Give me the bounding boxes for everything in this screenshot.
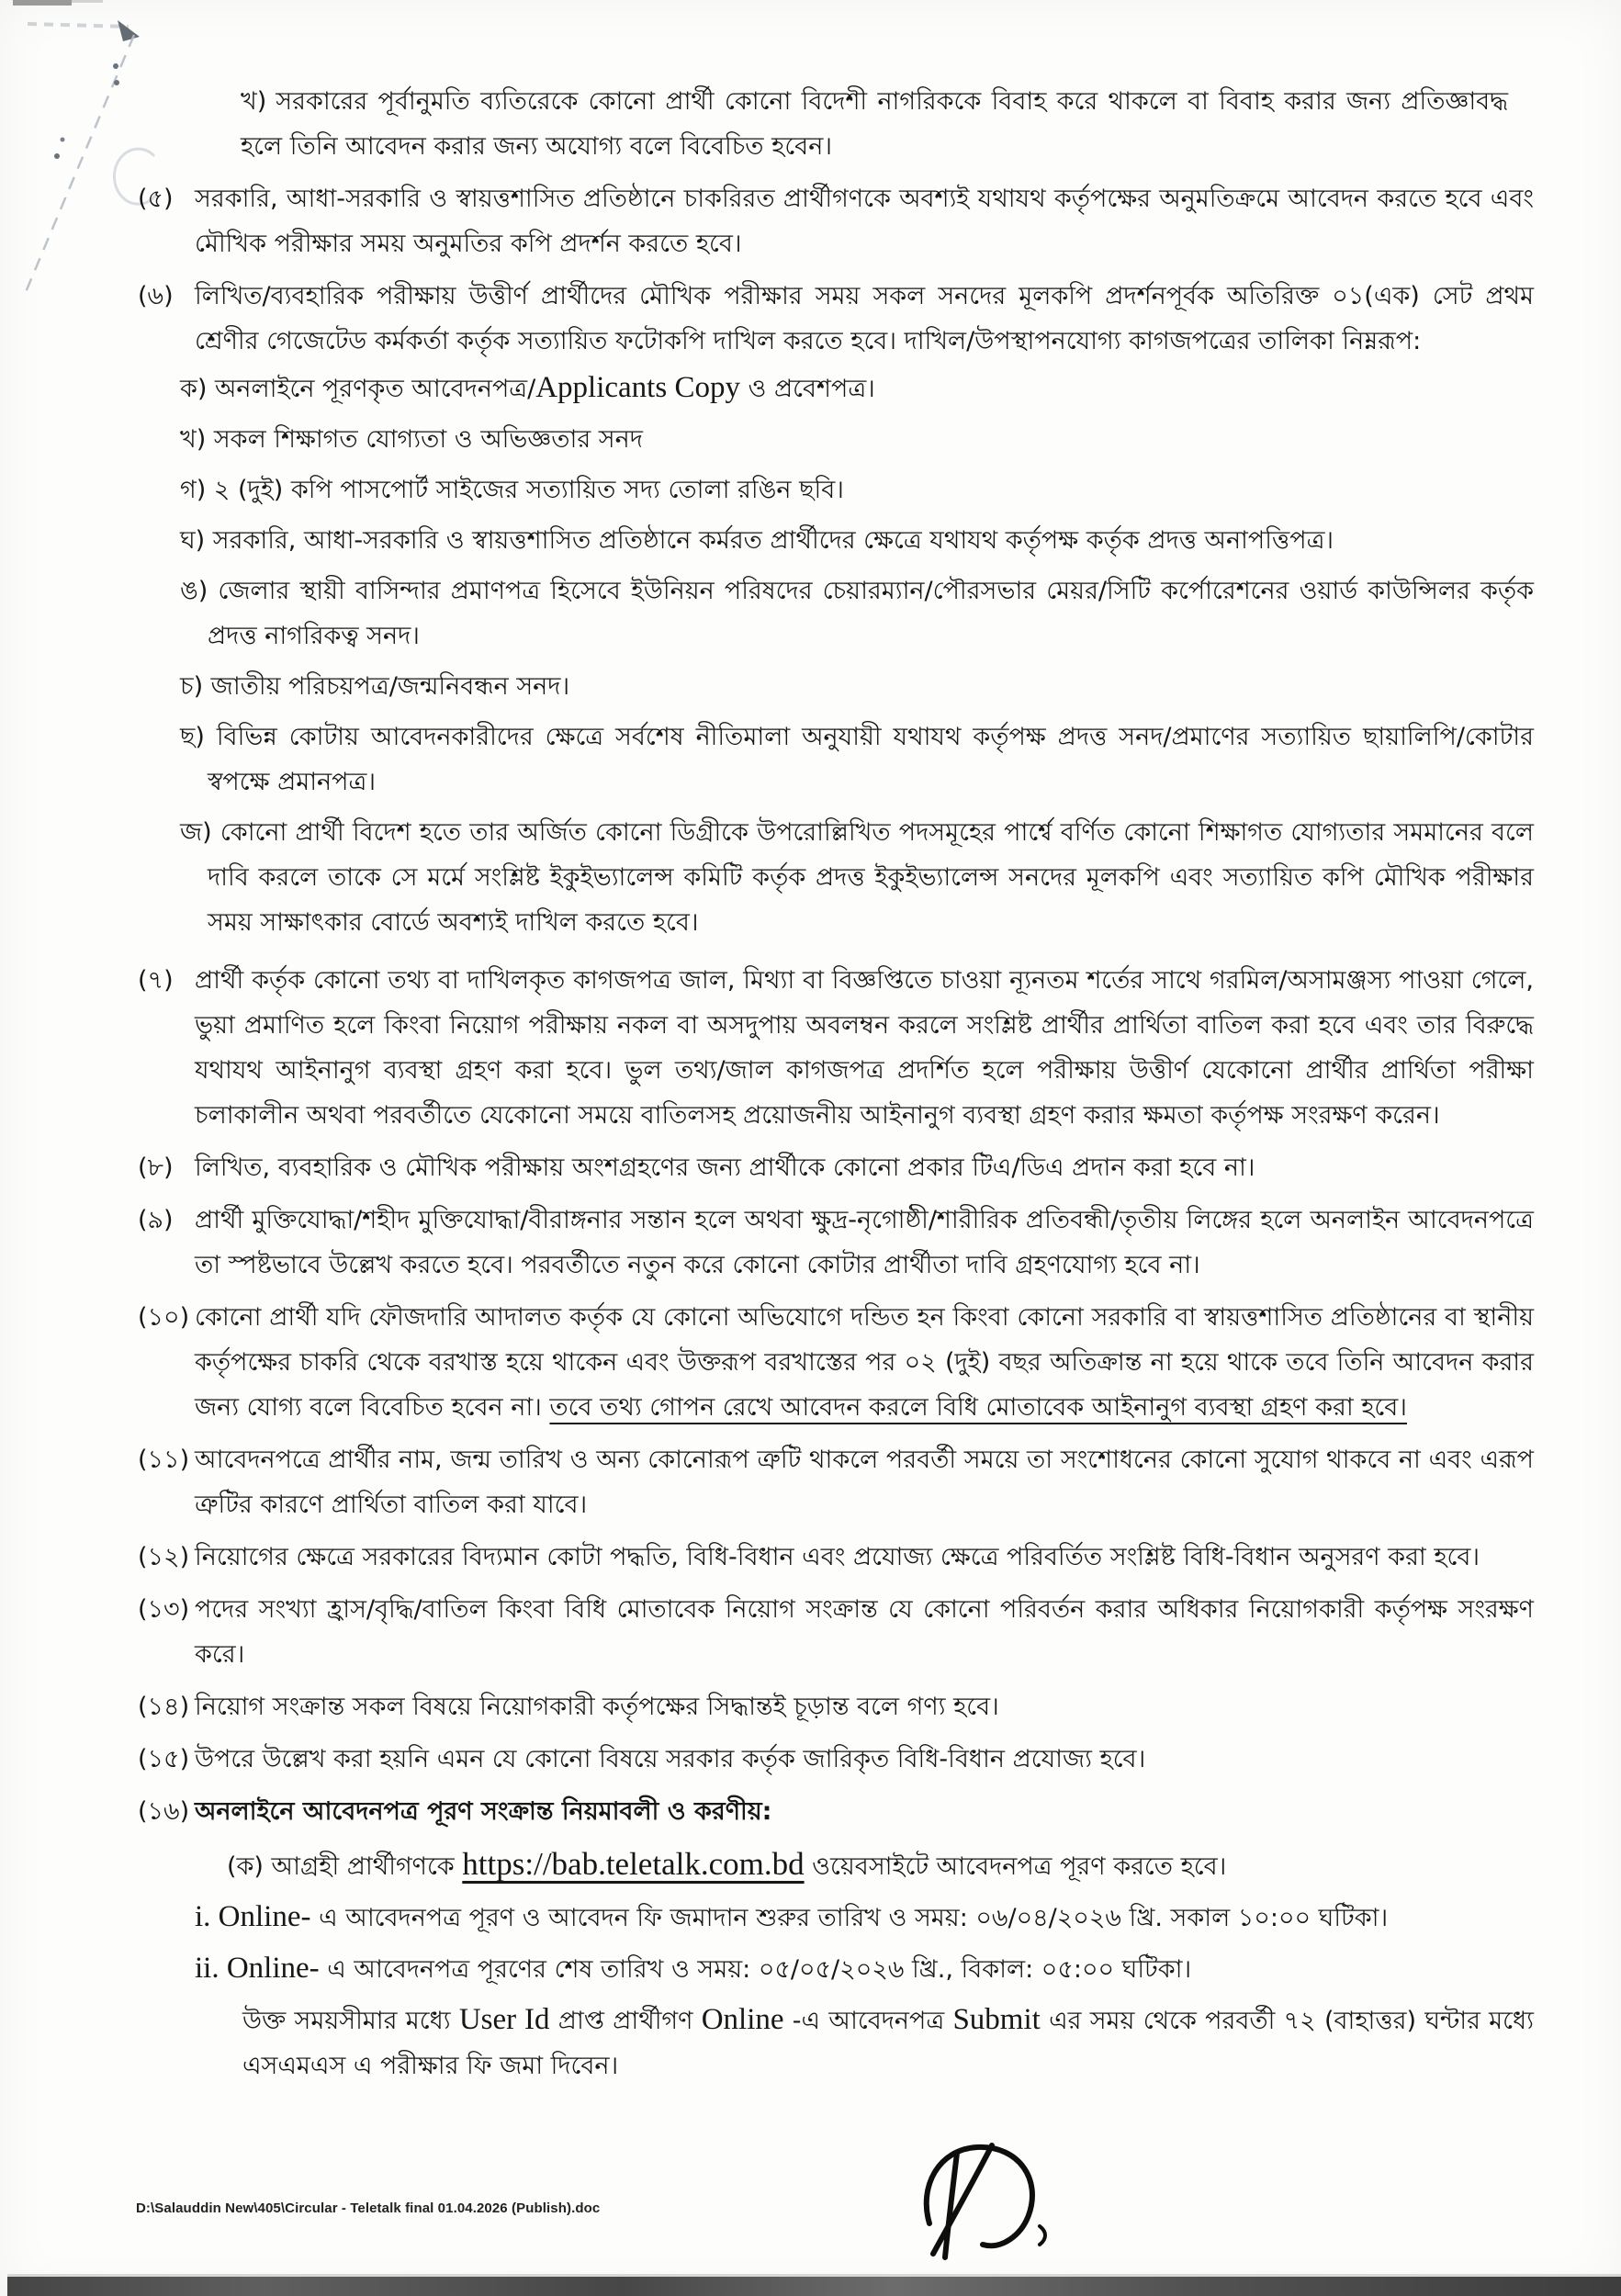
clause-5-row <box>138 176 1534 266</box>
required-documents-list <box>180 366 1534 945</box>
roman-numeral: i. <box>195 1900 219 1933</box>
list-item-uma: ঙ) জেলার স্থায়ী বাসিন্দার প্রমাণপত্র হিসেবে ইউনিয়ন পরিষদের চেয়ারম্যান/পৌরসভার মেয়র/সিটি কর্পোরেশনের ওয়ার্ড কাউন্সিলর কর্তৃক প্রদত্ত নাগরিকত্ব সনদ। <box>180 577 1534 650</box>
application-website-url: https://bab.teletalk.com.bd <box>462 1846 805 1882</box>
english-term: Online- <box>218 1900 311 1933</box>
underlined-warning: তবে তথ্য গোপন রেখে আবেদন করলে বিধি মোতাবেক আইনানুগ ব্যবস্থা গ্রহণ করা হবে। <box>549 1393 1407 1422</box>
clause-number: (১২) <box>138 1543 190 1571</box>
clause-12-row <box>138 1535 1534 1580</box>
clause-text: সরকারি, আধা-সরকারি ও স্বায়ত্তশাসিত প্রতিষ্ঠানে চাকরিরত প্রার্থীগণকে অবশ্যই যথাযথ কর্তৃপক্ষের অনুমতিক্রমে আবেদন করতে হবে এবং মৌখিক পরীক্ষার সময় অনুমতির কপি প্রদর্শন করতে হবে। <box>195 185 1534 258</box>
clause-6-row <box>138 274 1534 951</box>
clause-text: প্রার্থী মুক্তিযোদ্ধা/শহীদ মুক্তিযোদ্ধা/বীরাঙ্গনার সন্তান হলে অথবা ক্ষুদ্র-নৃগোষ্ঠী/শারীরিক প্রতিবন্ধী/তৃতীয় লিঙ্গের হলে অনলাইন আবেদনপত্রে তা স্পষ্টভাবে উল্লেখ করতে হবে। পরবর্তীতে নতুন করে কোনো কোটার প্রার্থীতা দাবি গ্রহণযোগ্য হবে না। <box>195 1206 1534 1279</box>
roman-numeral: ii. <box>195 1952 227 1985</box>
clause-number: (১৩) <box>138 1595 190 1624</box>
clause-4-sub-kha <box>241 79 1508 169</box>
clause-number: (১৪) <box>138 1693 190 1721</box>
clause-7-row <box>138 958 1534 1138</box>
english-term: Online- <box>226 1952 320 1985</box>
english-term: User Id <box>458 2003 550 2036</box>
online-rule-i: i. Online- এ আবেদনপত্র পূরণ ও আবেদন ফি জমাদান শুরুর তারিখ ও সময়: ০৬/০৪/২০২৬ খ্রি. সকাল ১০:০০ ঘটিকা। <box>195 1900 1389 1933</box>
clause-13-row <box>138 1587 1534 1677</box>
clause-text <box>180 274 1534 951</box>
english-term: Applicants Copy <box>535 371 740 404</box>
clause-number: (১০) <box>138 1303 190 1332</box>
clause-text: প্রার্থী কর্তৃক কোনো তথ্য বা দাখিলকৃত কাগজপত্র জাল, মিথ্যা বা বিজ্ঞপ্তিতে চাওয়া ন্যূনতম শর্তের সাথে গরমিল/অসামঞ্জস্য পাওয়া গেলে, ভুয়া প্রমাণিত হলে কিংবা নিয়োগ পরীক্ষায় নকল বা অসদুপায় অবলম্বন করলে সংশ্লিষ্ট প্রার্থীর প্রার্থিতা বাতিল করা হবে এবং তার বিরুদ্ধে যথাযথ আইনানুগ ব্যবস্থা গ্রহণ করা হবে। ভুল তথ্য/জাল কাগজপত্র প্রদর্শিত হলে পরীক্ষায় উত্তীর্ণ যেকোনো প্রার্থীর প্রার্থিতা পরীক্ষা চলাকালীন অথবা পরবর্তীতে যেকোনো সময়ে বাতিলসহ প্রয়োজনীয় আইনানুগ ব্যবস্থা গ্রহণ করার ক্ষমতা কর্তৃপক্ষ সংরক্ষণ করেন। <box>195 966 1534 1130</box>
list-item-ga: গ) ২ (দুই) কপি পাসপোর্ট সাইজের সত্যায়িত সদ্য তোলা রঙিন ছবি। <box>180 476 844 504</box>
list-item-ka: ক) অনলাইনে পূরণকৃত আবেদনপত্র/Applicants Copy ও প্রবেশপত্র। <box>180 371 875 404</box>
clause-number: (৮) <box>138 1154 174 1182</box>
clause-11-row <box>138 1437 1534 1527</box>
clause-text: কোনো প্রার্থী যদি ফৌজদারি আদালত কর্তৃক যে কোনো অভিযোগে দন্ডিত হন কিংবা কোনো সরকারি বা স্বায়ত্তশাসিত প্রতিষ্ঠানের বা স্থানীয় কর্তৃপক্ষের চাকরি থেকে বরখাস্ত হয়ে থাকেন এবং উক্তরূপ বরখাস্তের পর ০২ (দুই) বছর অতিক্রান্ত না হয়ে থাকে তবে তিনি আবেদন করার জন্য যোগ্য বলে বিবেচিত হবেন না। তবে তথ্য গোপন রেখে আবেদন করলে বিধি মোতাবেক আইনানুগ ব্যবস্থা গ্রহণ করা হবে। <box>195 1303 1534 1422</box>
clause-9-row <box>138 1198 1534 1288</box>
list-item-kha: খ) সকল শিক্ষাগত যোগ্যতা ও অভিজ্ঞতার সনদ <box>180 425 643 454</box>
document-body <box>138 79 1534 2088</box>
clause-text: উপরে উল্লেখ করা হয়নি এমন যে কোনো বিষয়ে সরকার কর্তৃক জারিকৃত বিধি-বিধান প্রযোজ্য হবে। <box>195 1745 1146 1773</box>
clause-number: (৬) <box>138 282 174 310</box>
clause-14-row <box>138 1684 1534 1729</box>
clause-6-lead: লিখিত/ব্যবহারিক পরীক্ষায় উত্তীর্ণ প্রার্থীদের মৌখিক পরীক্ষার সময় সকল সনদের মূলকপি প্রদর্শনপূর্বক অতিরিক্ত ০১(এক) সেট প্রথম শ্রেণীর গেজেটেড কর্মকর্তা কর্তৃক সত্যায়িত ফটোকপি দাখিল করতে হবে। দাখিল/উপস্থাপনযোগ্য কাগজপত্রের তালিকা নিম্নরূপ: <box>195 282 1534 355</box>
english-term: Online <box>701 2003 784 2036</box>
clause-10-row <box>138 1295 1534 1430</box>
footer-file-path: D:\Salauddin New\405\Circular - Teletalk final 01.04.2026 (Publish).doc <box>136 2200 601 2216</box>
clause-number: (১৬) <box>138 1797 190 1826</box>
clause-number: (৫) <box>138 185 174 213</box>
english-term: Submit <box>952 2003 1041 2036</box>
clause-text: নিয়োগ সংক্রান্ত সকল বিষয়ে নিয়োগকারী কর্তৃপক্ষের সিদ্ধান্তই চূড়ান্ত বলে গণ্য হবে। <box>195 1693 999 1721</box>
clause-16-heading: অনলাইনে আবেদনপত্র পূরণ সংক্রান্ত নিয়মাবলী ও করণীয়: <box>195 1797 772 1826</box>
clause-16-row <box>138 1789 1534 1834</box>
online-application-section <box>195 1841 1534 2088</box>
clause-text: সরকারের পূর্বানুমতি ব্যতিরেকে কোনো প্রার্থী কোনো বিদেশী নাগরিককে বিবাহ করে থাকলে বা বিবাহ করার জন্য প্রতিজ্ঞাবদ্ধ হলে তিনি আবেদন করার জন্য অযোগ্য বলে বিবেচিত হবেন। <box>241 87 1508 161</box>
clause-text: আবেদনপত্রে প্রার্থীর নাম, জন্ম তারিখ ও অন্য কোনোরূপ ত্রুটি থাকলে পরবর্তী সময়ে তা সংশোধনের কোনো সুযোগ থাকবে না এবং এরূপ ত্রুটির কারণে প্রার্থিতা বাতিল করা যাবে। <box>195 1446 1534 1519</box>
corner-smudge <box>13 0 72 6</box>
online-rule-ka: (ক) আগ্রহী প্রার্থীগণকে https://bab.teletalk.com.bd ওয়েবসাইটে আবেদনপত্র পূরণ করতে হবে। <box>227 1846 1227 1882</box>
clause-number: (১১) <box>138 1446 190 1474</box>
list-item-gha: ঘ) সরকারি, আধা-সরকারি ও স্বায়ত্তশাসিত প্রতিষ্ঠানে কর্মরত প্রার্থীদের ক্ষেত্রে যথাযথ কর্তৃপক্ষ কর্তৃক প্রদত্ত অনাপত্তিপত্র। <box>180 526 1334 555</box>
clause-number: (৯) <box>138 1206 174 1234</box>
clause-text: নিয়োগের ক্ষেত্রে সরকারের বিদ্যমান কোটা পদ্ধতি, বিধি-বিধান এবং প্রযোজ্য ক্ষেত্রে পরিবর্তিত সংশ্লিষ্ট বিধি-বিধান অনুসরণ করা হবে। <box>195 1543 1480 1571</box>
clause-text: পদের সংখ্যা হ্রাস/বৃদ্ধি/বাতিল কিংবা বিধি মোতাবেক নিয়োগ সংক্রান্ত যে কোনো পরিবর্তন করার অধিকার নিয়োগকারী কর্তৃপক্ষ সংরক্ষণ করে। <box>195 1595 1534 1669</box>
scanner-edge-band <box>7 2277 1621 2296</box>
online-rule-closing: উক্ত সময়সীমার মধ্যে User Id প্রাপ্ত প্রার্থীগণ Online -এ আবেদনপত্র Submit এর সময় থেকে পরবর্তী ৭২ (বাহাত্তর) ঘন্টার মধ্যে এসএমএস এ পরীক্ষার ফি জমা দিবেন। <box>242 2003 1534 2080</box>
list-item-chha: ছ) বিভিন্ন কোটায় আবেদনকারীদের ক্ষেত্রে সর্বশেষ নীতিমালা অনুযায়ী যথাযথ কর্তৃপক্ষ প্রদত্ত সনদ/প্রমাণের সত্যায়িত ছায়ালিপি/কোটার স্বপক্ষে প্রমানপত্র। <box>180 723 1534 796</box>
list-item-ja: জ) কোনো প্রার্থী বিদেশ হতে তার অর্জিত কোনো ডিগ্রীকে উপরোল্লিখিত পদসমূহের পার্শ্বে বর্ণিত কোনো শিক্ষাগত যোগ্যতার সমমানের বলে দাবি করলে তাকে সে মর্মে সংশ্লিষ্ট ইকুইভ্যালেন্স কমিটি কর্তৃক প্রদত্ত ইকুইভ্যালেন্স সনদের মূলকপি এবং সত্যায়িত কপি মৌখিক পরীক্ষার সময় সাক্ষাৎকার বোর্ডে অবশ্যই দাখিল করতে হবে। <box>180 818 1534 937</box>
clause-number: (১৫) <box>138 1745 190 1773</box>
clause-15-row <box>138 1737 1534 1782</box>
corner-smudge <box>72 0 103 3</box>
list-item-cha: চ) জাতীয় পরিচয়পত্র/জন্মনিবন্ধন সনদ। <box>180 672 570 701</box>
clause-label: খ) <box>241 87 267 116</box>
clause-text: লিখিত, ব্যবহারিক ও মৌখিক পরীক্ষায় অংশগ্রহণের জন্য প্রার্থীকে কোনো প্রকার টিএ/ডিএ প্রদান করা হবে না। <box>195 1154 1255 1182</box>
online-rule-ii: ii. Online- এ আবেদনপত্র পূরণের শেষ তারিখ ও সময়: ০৫/০৫/২০২৬ খ্রি., বিকাল: ০৫:০০ ঘটিকা। <box>195 1952 1192 1985</box>
clause-8-row <box>138 1145 1534 1190</box>
signature-scribble-icon <box>902 2136 1063 2269</box>
clause-number: (৭) <box>138 966 174 995</box>
